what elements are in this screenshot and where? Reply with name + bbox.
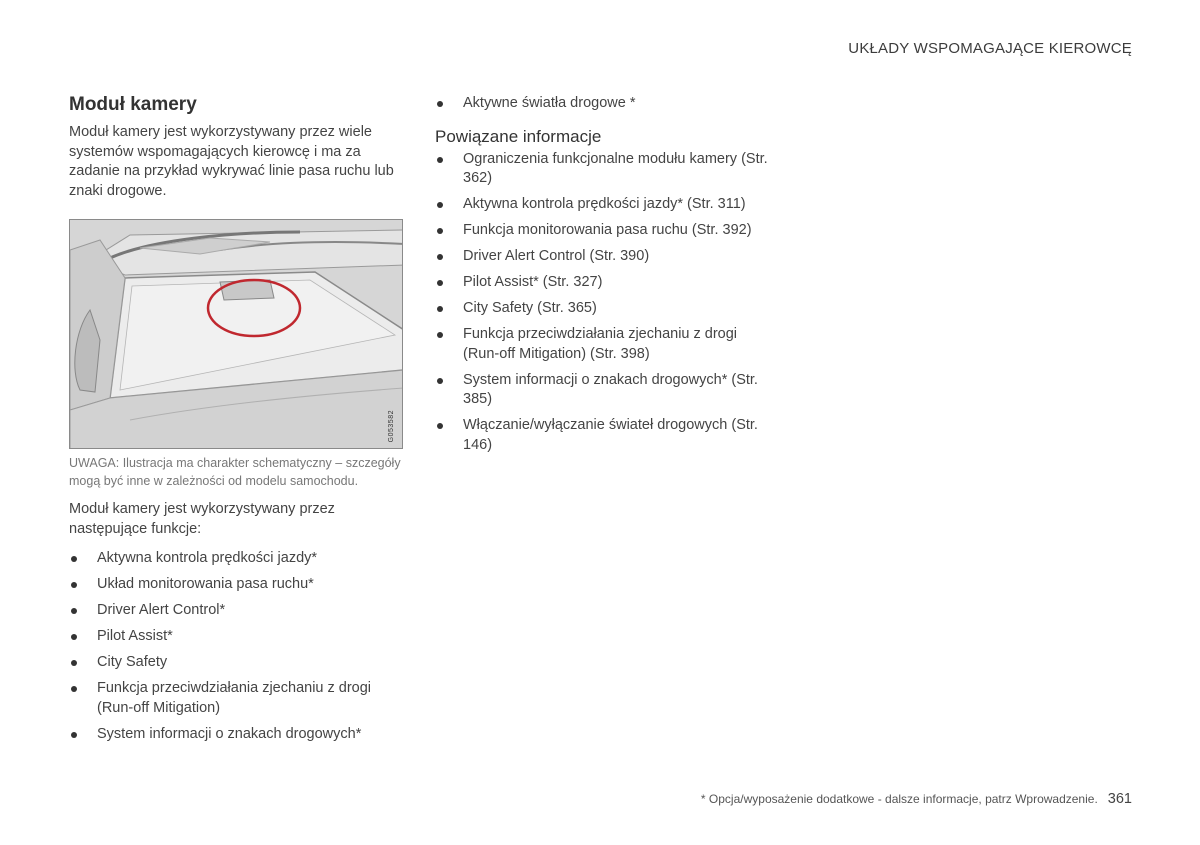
related-link[interactable]: Funkcja przeciwdziałania zjechaniu z drogi (Run-off Mitigation) (Str. 398): [435, 325, 775, 364]
list-item: Pilot Assist*: [69, 627, 403, 647]
functions-intro: Moduł kamery jest wykorzystywany przez następujące funkcje:: [69, 501, 335, 537]
list-item: Aktywne światła drogowe *: [435, 94, 775, 114]
related-link[interactable]: Pilot Assist* (Str. 327): [435, 273, 775, 293]
related-link[interactable]: Ograniczenia funkcjonalne modułu kamery (Str. 362): [435, 150, 775, 189]
related-link[interactable]: City Safety (Str. 365): [435, 299, 775, 319]
left-column: [69, 94, 403, 751]
footer: [701, 791, 1132, 807]
footnote-text: * Opcja/wyposażenie dodatkowe - dalsze informacje, patrz Wprowadzenie.: [700, 792, 1098, 806]
related-info-list: [435, 150, 775, 456]
list-item: System informacji o znakach drogowych*: [69, 725, 403, 745]
list-item: Funkcja przeciwdziałania zjechaniu z drogi (Run-off Mitigation): [69, 679, 403, 718]
related-link[interactable]: System informacji o znakach drogowych* (Str. 385): [435, 371, 775, 410]
functions-list-continued: [435, 94, 775, 114]
list-item: City Safety: [69, 653, 403, 673]
list-item: Układ monitorowania pasa ruchu*: [69, 575, 403, 595]
chapter-header: UKŁADY WSPOMAGAJĄCE KIEROWCĘ: [848, 40, 1132, 57]
section-title: Moduł kamery: [69, 94, 197, 115]
camera-module-illustration: [69, 219, 403, 449]
list-item: Driver Alert Control*: [69, 601, 403, 621]
list-item: Aktywna kontrola prędkości jazdy*: [69, 549, 403, 569]
related-info-title: Powiązane informacje: [435, 126, 602, 146]
functions-list: [69, 549, 403, 744]
figure-code: G053582: [388, 409, 395, 442]
figure-caption: UWAGA: Ilustracja ma charakter schematyczny – szczegóły mogą być inne w zależności od modelu samochodu.: [69, 456, 401, 488]
related-link[interactable]: Włączanie/wyłączanie świateł drogowych (Str. 146): [435, 416, 775, 455]
related-link[interactable]: Aktywna kontrola prędkości jazdy* (Str. 311): [435, 195, 775, 215]
related-link[interactable]: Driver Alert Control (Str. 390): [435, 247, 775, 267]
car-windshield-drawing: [70, 220, 403, 449]
middle-column: [435, 94, 775, 462]
related-link[interactable]: Funkcja monitorowania pasa ruchu (Str. 392): [435, 221, 775, 241]
intro-paragraph: Moduł kamery jest wykorzystywany przez wiele systemów wspomagających kierowcę i ma za zadanie na przykład wykrywać linie pasa ruchu lub znaki drogowe.: [69, 124, 394, 199]
page-number: 361: [1107, 791, 1132, 807]
